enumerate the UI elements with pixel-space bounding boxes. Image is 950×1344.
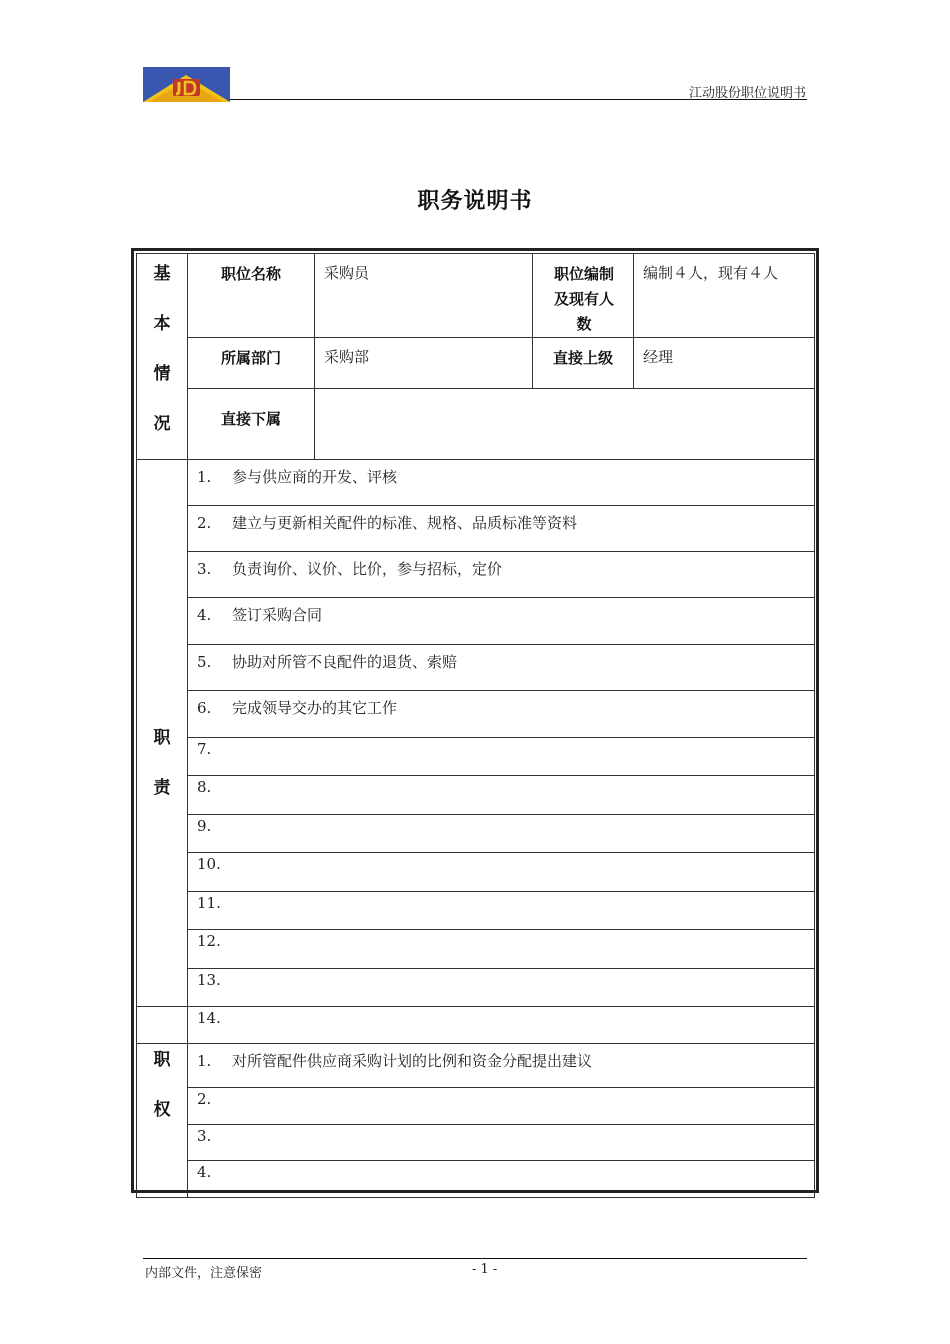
section-basic-char: 基 (153, 264, 171, 284)
duty-item: 14. (188, 1007, 815, 1044)
duty-item: 6. 完成领导交办的其它工作 (188, 691, 815, 738)
footer-confidential: 内部文件，注意保密 (145, 1266, 263, 1281)
duty-item: 10. (188, 853, 815, 892)
duty-item: 12. (188, 930, 815, 969)
document-title: 职务说明书 (417, 189, 533, 214)
subordinate-label: 直接下属 (188, 389, 315, 460)
section-authority-char: 权 (153, 1100, 171, 1120)
section-duties-char: 职 (153, 727, 171, 748)
job-description-table (131, 248, 819, 1193)
section-spacer (137, 1007, 188, 1044)
duty-item: 2. 建立与更新相关配件的标准、规格、品质标准等资料 (188, 506, 815, 552)
section-basic-char: 本 (153, 314, 171, 334)
department-value: 采购部 (315, 338, 533, 389)
authority-item: 4. (188, 1161, 815, 1198)
header-document-name: 江动股份职位说明书 (688, 86, 806, 101)
section-basic-char: 情 (153, 364, 171, 384)
section-duties-char: 责 (153, 777, 171, 798)
authority-item: 3. (188, 1125, 815, 1161)
department-label: 所属部门 (188, 338, 315, 389)
duty-item: 7. (188, 738, 815, 776)
authority-item: 2. (188, 1088, 815, 1125)
duty-item: 9. (188, 815, 815, 853)
subordinate-value (315, 389, 815, 460)
section-authority (137, 1044, 188, 1198)
duty-item: 11. (188, 892, 815, 930)
headcount-label (533, 254, 634, 338)
footer-rule (143, 1258, 807, 1259)
section-basic-char: 况 (153, 414, 171, 434)
company-logo (143, 67, 230, 102)
superior-value: 经理 (634, 338, 815, 389)
page-number: - 1 - (472, 1262, 498, 1277)
headcount-label-text: 职位编制及现有人数 (553, 265, 614, 333)
duty-item: 1. 参与供应商的开发、评核 (188, 460, 815, 506)
duty-item: 5. 协助对所管不良配件的退货、索赔 (188, 645, 815, 691)
superior-label: 直接上级 (533, 338, 634, 389)
position-name-label: 职位名称 (188, 254, 315, 338)
duty-item: 3. 负责询价、议价、比价，参与招标，定价 (188, 552, 815, 598)
duty-item: 13. (188, 969, 815, 1007)
position-name-value: 采购员 (315, 254, 533, 338)
authority-item: 1. 对所管配件供应商采购计划的比例和资金分配提出建议 (188, 1044, 815, 1088)
headcount-value: 编制４人，现有４人 (634, 254, 815, 338)
section-basic-info (137, 254, 188, 460)
section-duties (137, 460, 188, 1007)
section-authority-char: 职 (153, 1050, 171, 1070)
duty-item: 4. 签订采购合同 (188, 598, 815, 645)
duty-item: 8. (188, 776, 815, 815)
